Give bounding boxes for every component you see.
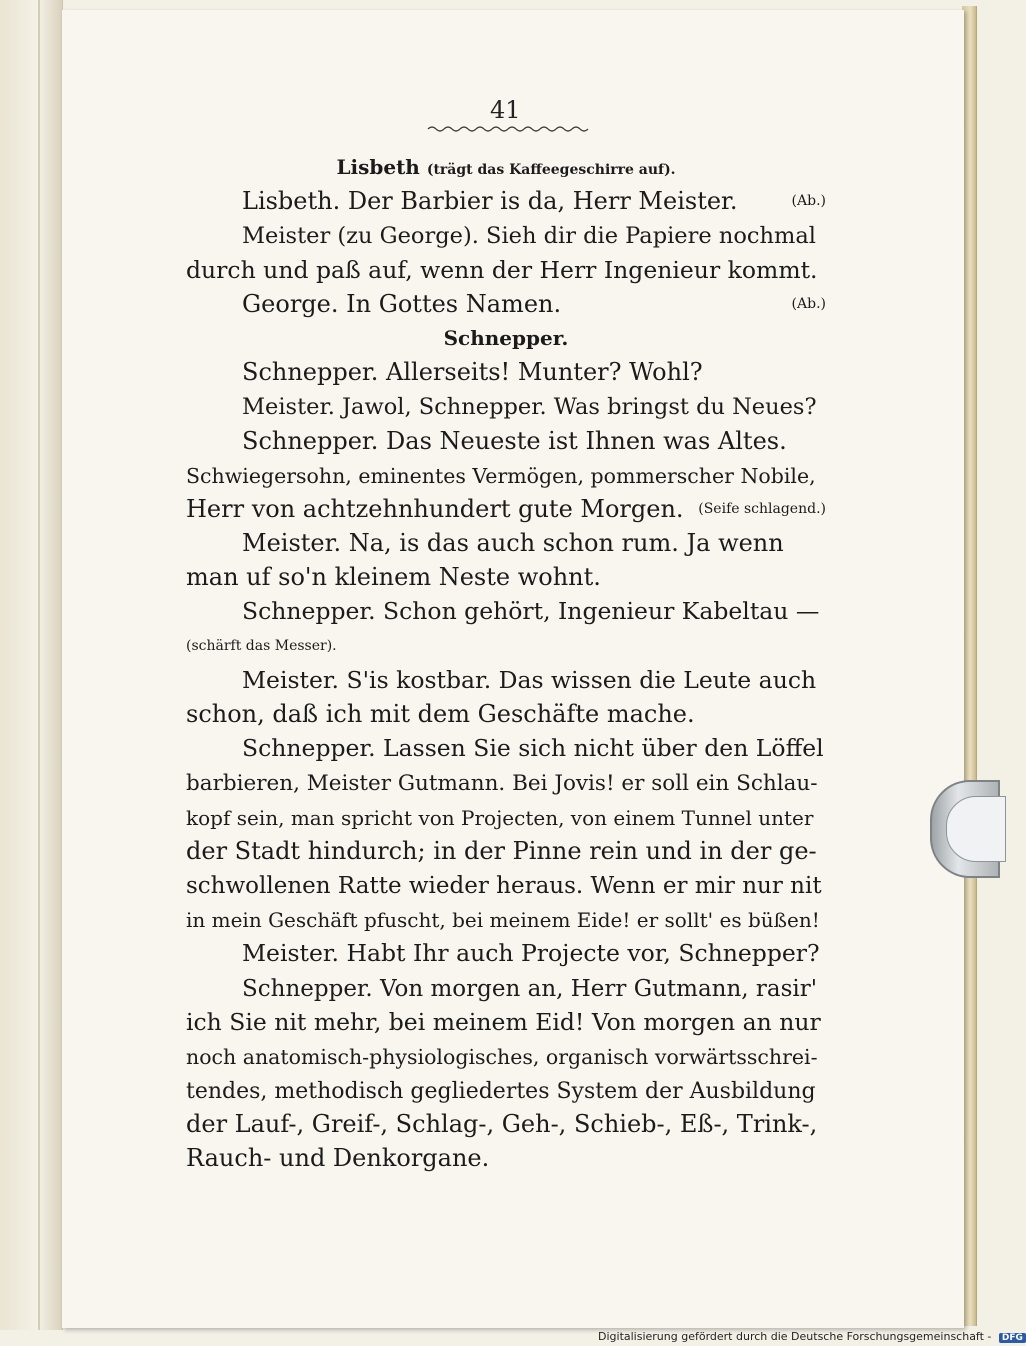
stage-direction-tag: (Ab.) <box>791 193 826 210</box>
line-text: (schärft das Messer). <box>186 637 337 654</box>
stage-direction-tag: (Ab.) <box>791 295 826 312</box>
text-line <box>186 560 826 594</box>
line-text: in mein Geschäft pfuscht, bei meinem Eide! er sollt' es büßen! <box>186 908 820 933</box>
line-text: Schnepper. Von morgen an, Herr Gutmann, rasir' <box>242 975 818 1002</box>
text-line <box>186 458 826 492</box>
text-line <box>186 902 826 936</box>
text-line <box>186 663 826 697</box>
line-text: Schnepper. Allerseits! Munter? Wohl? <box>242 358 703 387</box>
text-line <box>186 936 826 970</box>
book-left-edge <box>0 0 63 1330</box>
text-line <box>186 834 826 868</box>
text-line <box>186 355 826 389</box>
spine-line <box>38 0 40 1330</box>
line-text: Schnepper. Das Neueste ist Ihnen was Altes. <box>242 426 787 455</box>
line-text: Meister. Na, is das auch schon rum. Ja wenn <box>242 529 784 558</box>
text-line <box>186 1073 826 1107</box>
dfg-logo: DFG <box>999 1333 1026 1343</box>
line-text: Lisbeth. Der Barbier is da, Herr Meister. <box>242 187 738 216</box>
text-line <box>186 492 826 526</box>
text-line <box>186 424 826 458</box>
text-block <box>186 150 826 1176</box>
line-text: der Lauf-, Greif-, Schlag-, Geh-, Schieb-, Eß-, Trink-, <box>186 1110 818 1139</box>
line-text: kopf sein, man spricht von Projecten, von einem Tunnel unter <box>186 805 814 830</box>
line-text: barbieren, Meister Gutmann. Bei Jovis! er soll ein Schlau- <box>186 771 818 797</box>
line-text: schwollenen Ratte wieder heraus. Wenn er mir nur nit <box>186 872 822 899</box>
text-line <box>186 526 826 560</box>
scene-heading-name: Lisbeth <box>336 155 420 179</box>
line-text: tendes, methodisch gegliedertes System der Ausbildung <box>186 1079 816 1105</box>
text-line <box>186 697 826 731</box>
text-line <box>186 184 826 218</box>
text-line <box>186 1005 826 1039</box>
text-line <box>186 287 826 321</box>
text-line <box>186 971 826 1005</box>
text-line <box>186 868 826 902</box>
wavy-rule-ornament <box>428 124 588 134</box>
page-clip-tab <box>930 780 1000 878</box>
line-text: noch anatomisch-physiologisches, organisch vorwärtsschrei- <box>186 1044 818 1069</box>
page-clip-inner <box>946 796 1006 862</box>
line-text: der Stadt hindurch; in der Pinne rein und in der ge- <box>186 836 817 865</box>
text-line <box>186 218 826 252</box>
text-line <box>186 1107 826 1141</box>
text-line <box>186 389 826 423</box>
line-text: ich Sie nit mehr, bei meinem Eid! Von morgen an nur <box>186 1007 821 1036</box>
line-text: Schnepper. Schon gehört, Ingenieur Kabeltau — <box>242 597 820 626</box>
line-text: Meister. S'is kostbar. Das wissen die Leute auch <box>242 665 817 694</box>
line-text: Meister. Habt Ihr auch Projecte vor, Schnepper? <box>242 939 820 968</box>
page-number: 41 <box>490 96 521 124</box>
line-text: durch und paß auf, wenn der Herr Ingenieur kommt. <box>186 255 818 284</box>
line-text: Herr von achtzehnhundert gute Morgen. <box>186 494 684 523</box>
line-text: George. In Gottes Namen. <box>242 289 562 318</box>
page-right-edge <box>962 6 977 1326</box>
line-text: man uf so'n kleinem Neste wohnt. <box>186 563 601 592</box>
text-line <box>186 1039 826 1073</box>
text-line <box>186 765 826 799</box>
digitization-footer <box>598 1330 1026 1343</box>
text-line <box>186 253 826 287</box>
line-text: schon, daß ich mit dem Geschäfte mache. <box>186 700 695 728</box>
scene-heading-direction: (trägt das Kaffeegeschirre auf). <box>426 162 676 178</box>
text-line <box>186 800 826 834</box>
line-text: Meister (zu George). Sieh dir die Papiere nochmal <box>242 223 816 250</box>
line-text: Schnepper. Lassen Sie sich nicht über den Löffel <box>242 734 824 763</box>
text-line <box>186 1141 826 1175</box>
scene-heading-lisbeth <box>186 150 826 184</box>
text-line <box>186 731 826 765</box>
text-line <box>186 594 826 628</box>
scene-heading-name: Schnepper. <box>443 325 569 350</box>
line-text: Meister. Jawol, Schnepper. Was bringst du Neues? <box>242 394 817 421</box>
line-text: Rauch- und Denkorgane. <box>186 1144 490 1173</box>
line-text: Schwiegersohn, eminentes Vermögen, pommerscher Nobile, <box>186 463 816 488</box>
stage-direction-tag: (Seife schlagend.) <box>698 500 826 517</box>
text-line <box>186 629 826 663</box>
scene-heading-schnepper <box>186 321 826 355</box>
footer-text: Digitalisierung gefördert durch die Deutsche Forschungsgemeinschaft - <box>598 1330 992 1343</box>
